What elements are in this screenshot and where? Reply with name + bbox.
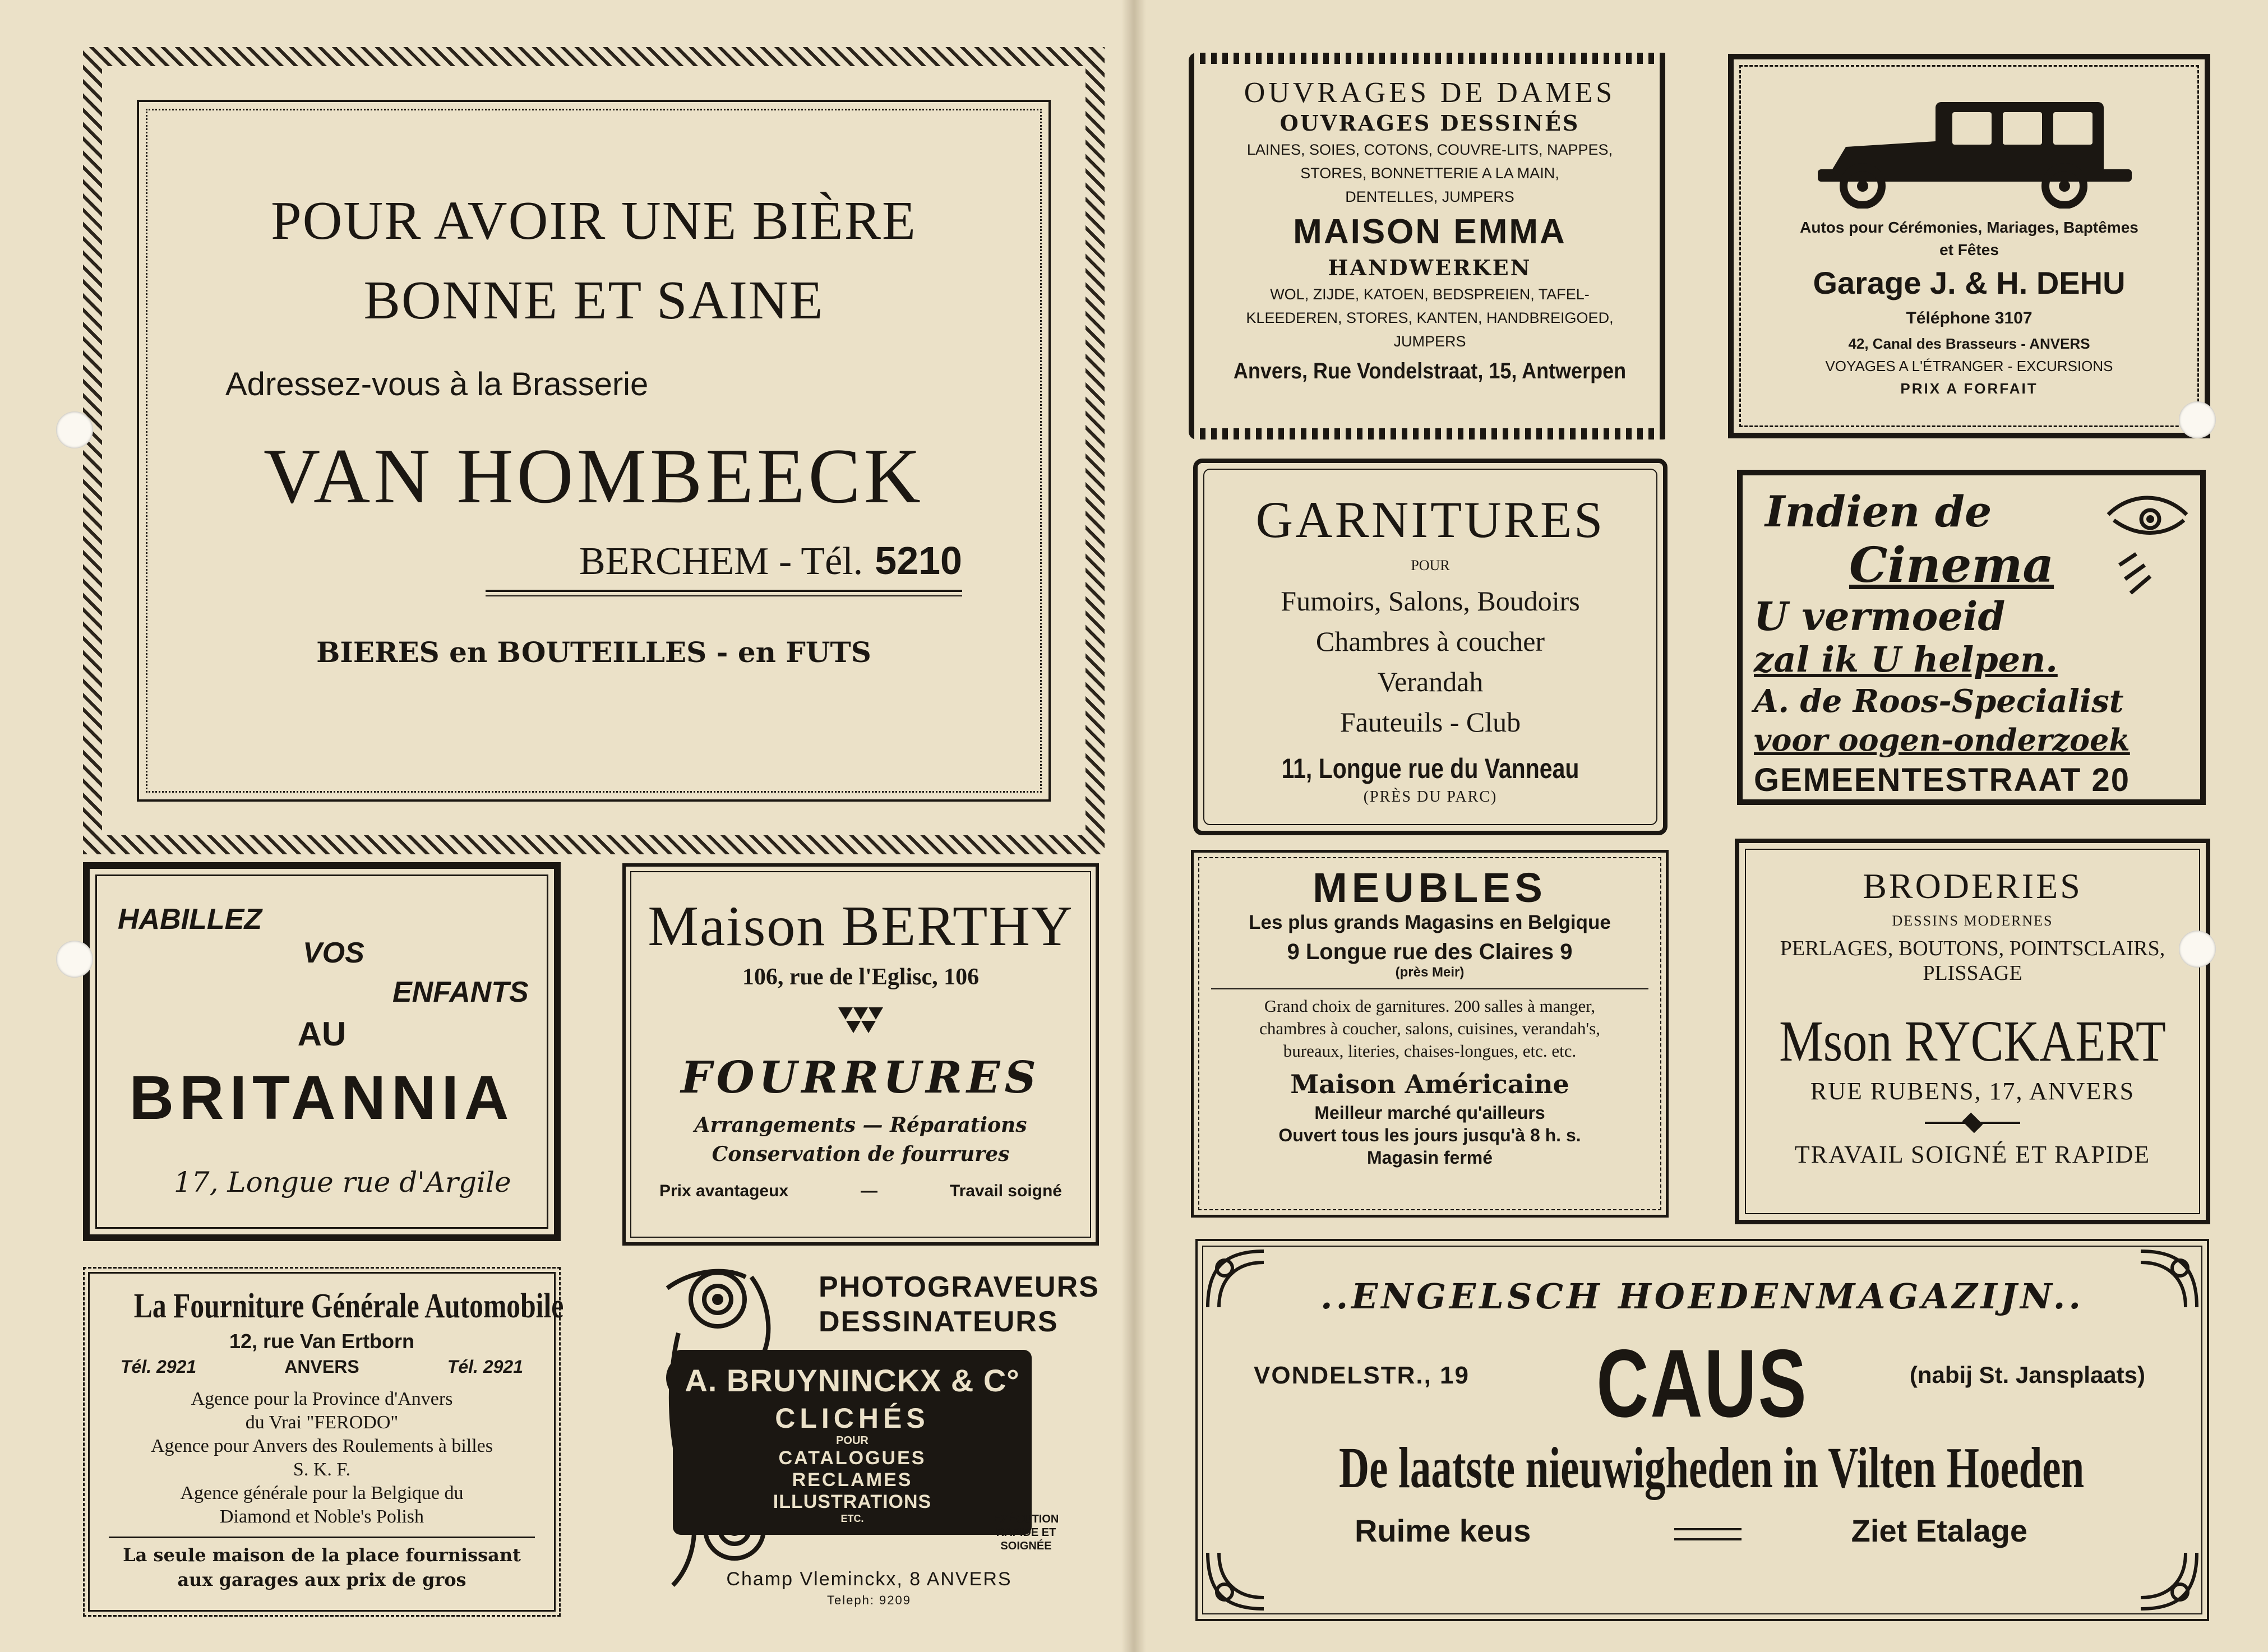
meubles-l9: Magasin fermé	[1366, 1147, 1493, 1168]
broderies-address: RUE RUBENS, 17, ANVERS	[1810, 1077, 2135, 1105]
garnitures-l3: Verandah	[1377, 666, 1484, 697]
meubles-l7: Meilleur marché qu'ailleurs	[1314, 1103, 1545, 1123]
emma-ad	[1189, 53, 1671, 439]
broderies-name: Mson RYCKAERT	[1779, 1009, 2166, 1073]
biere-brand: VAN HOMBEECK	[264, 433, 924, 520]
biere-underline	[486, 590, 962, 592]
meubles-l1: Les plus grands Magasins en Belgique	[1249, 911, 1611, 933]
punch-hole	[56, 411, 93, 448]
deroos-l4: zal ik U helpen.	[1754, 639, 2058, 680]
broderies-title: BRODERIES	[1863, 866, 2082, 906]
page-gutter	[1121, 0, 1146, 1652]
bruyninckx-head1: PHOTOGRAVEURS	[819, 1271, 1100, 1303]
fourniture-l6: Diamond et Noble's Polish	[219, 1506, 424, 1527]
bruyninckx-exec3: SOIGNÉE	[1000, 1540, 1052, 1552]
broderies-l2: PERLAGES, BOUTONS, POINTSCLAIRS,	[1780, 937, 2165, 960]
dehu-ad	[1728, 54, 2210, 438]
garnitures-title: GARNITURES	[1255, 491, 1605, 548]
bruyninckx-pour: POUR	[836, 1434, 869, 1447]
fourniture-address: 12, rue Van Ertborn	[229, 1330, 415, 1353]
fourniture-l3: Agence pour Anvers des Roulements à billes	[151, 1436, 493, 1456]
fourniture-tel-left: Tél. 2921	[121, 1357, 197, 1377]
emma-l5: DENTELLES, JUMPERS	[1345, 188, 1514, 205]
broderies-l3: PLISSAGE	[1923, 961, 2022, 985]
fourniture-b2: aux garages aux prix de gros	[177, 1569, 466, 1590]
garnitures-l2: Chambres à coucher	[1315, 626, 1545, 657]
emma-l7: WOL, ZIJDE, KATOEN, BEDSPREIEN, TAFEL-	[1270, 286, 1590, 303]
broderies-l1: DESSINS MODERNES	[1892, 913, 2053, 929]
britannia-name: BRITANNIA	[129, 1063, 515, 1132]
punch-hole	[2179, 401, 2216, 438]
deroos-l5: A. de Roos-Specialist	[1754, 683, 2124, 720]
britannia-line1: HABILLEZ	[118, 903, 262, 936]
meubles-l3: (près Meir)	[1395, 965, 1465, 980]
fourniture-b1: La seule maison de la place fournissant	[123, 1544, 521, 1566]
deroos-l1: Indien de	[1765, 487, 1992, 536]
broderies-ornament	[1925, 1119, 2020, 1127]
emma-l8: KLEEDEREN, STORES, KANTEN, HANDBREIGOED,	[1246, 309, 1614, 326]
fourniture-city: ANVERS	[284, 1357, 359, 1377]
bruyninckx-ad	[656, 1266, 1100, 1613]
deroos-ad	[1737, 470, 2206, 805]
bruyninckx-exec1: EXÉCUTION	[993, 1513, 1059, 1525]
bruyninckx-name: A. BRUYNINCKX & C°	[685, 1363, 1020, 1398]
caus-name: CAUS	[1596, 1330, 1808, 1437]
berthy-line1: Arrangements — Réparations	[694, 1113, 1027, 1137]
dehu-name: Garage J. & H. DEHU	[1813, 265, 2126, 300]
garnitures-address: 11, Longue rue du Vanneau	[1281, 753, 1579, 784]
meubles-l6: bureaux, literies, chaises-longues, etc. etc.	[1283, 1041, 1577, 1061]
berthy-address: 106, rue de l'Eglisc, 106	[742, 964, 980, 990]
biere-line1: POUR AVOIR UNE BIÈRE	[271, 191, 917, 251]
dehu-l2: et Fêtes	[1939, 241, 1999, 258]
caus-ad	[1195, 1239, 2209, 1621]
biere-line2: BONNE ET SAINE	[363, 270, 824, 331]
dehu-address: 42, Canal des Brasseurs - ANVERS	[1848, 335, 2090, 352]
bruyninckx-c3: ILLUSTRATIONS	[773, 1491, 932, 1512]
biere-ad	[83, 47, 1105, 854]
britannia-address: 17, Longue rue d'Argile	[174, 1166, 511, 1198]
bruyninckx-c1: CATALOGUES	[778, 1447, 926, 1469]
bruyninckx-head2: DESSINATEURS	[819, 1306, 1059, 1338]
berthy-name: Maison BERTHY	[648, 895, 1074, 958]
biere-footer: BIERES en BOUTEILLES - en FUTS	[316, 636, 871, 669]
emma-name: MAISON EMMA	[1293, 212, 1567, 251]
caus-title: ..ENGELSCH HOEDENMAGAZIJN..	[1320, 1276, 2084, 1317]
meubles-ad	[1191, 850, 1669, 1218]
garnitures-ad	[1193, 459, 1667, 835]
emma-l1: OUVRAGES DE DAMES	[1244, 77, 1616, 109]
bruyninckx-banner	[673, 1350, 1032, 1535]
fourniture-l2: du Vrai "FERODO"	[245, 1412, 399, 1433]
bruyninckx-exec2: RAPIDE ET	[996, 1526, 1056, 1539]
dehu-l1: Autos pour Cérémonies, Mariages, Baptêmes	[1800, 219, 2138, 236]
caus-bottom-right: Ziet Etalage	[1851, 1513, 2027, 1548]
britannia-line3: ENFANTS	[392, 976, 529, 1008]
deroos-l7: GEMEENTESTRAAT 20	[1754, 762, 2131, 798]
biere-underline-2	[486, 595, 962, 596]
garnitures-pour: POUR	[1411, 557, 1450, 573]
caus-bottom-rule	[1674, 1528, 1742, 1540]
broderies-footer: TRAVAIL SOIGNÉ ET RAPIDE	[1794, 1141, 2151, 1168]
bruyninckx-c2: RECLAMES	[792, 1469, 913, 1491]
britannia-ad	[83, 862, 561, 1241]
caus-bottom-left: Ruime keus	[1355, 1513, 1531, 1548]
deroos-l2: Cinema	[1849, 537, 2054, 594]
deroos-l6: voor oogen-onderzoek	[1754, 722, 2130, 758]
fourniture-tel-right: Tél. 2921	[447, 1357, 523, 1377]
fourniture-l1: Agence pour la Province d'Anvers	[191, 1389, 453, 1409]
emma-l4: STORES, BONNETTERIE A LA MAIN,	[1300, 165, 1559, 182]
emma-l2: OUVRAGES DESSINÉS	[1279, 110, 1580, 136]
meubles-title: MEUBLES	[1313, 864, 1547, 911]
corner-ornament-icon	[1202, 1246, 1269, 1313]
caus-slogan: De laatste nieuwigheden in Vilten Hoeden	[1339, 1436, 2085, 1500]
punch-hole	[56, 941, 93, 978]
bruyninckx-address: Champ Vleminckx, 8 ANVERS	[726, 1568, 1012, 1590]
dehu-tel: Téléphone 3107	[1906, 309, 2033, 327]
corner-ornament-icon	[2135, 1547, 2202, 1614]
berthy-right-note: Travail soigné	[949, 1182, 1062, 1200]
emma-address: Anvers, Rue Vondelstraat, 15, Antwerpen	[1233, 359, 1627, 383]
meubles-l2: 9 Longue rue des Claires 9	[1287, 940, 1573, 964]
emma-l6: HANDWERKEN	[1328, 255, 1532, 280]
fourniture-l4: S. K. F.	[293, 1459, 351, 1480]
fourniture-ad	[83, 1267, 564, 1617]
emma-l9: JUMPERS	[1393, 333, 1466, 350]
bruyninckx-etc: ETC.	[840, 1513, 864, 1524]
meubles-name: Maison Américaine	[1290, 1069, 1569, 1099]
corner-ornament-icon	[2135, 1246, 2202, 1313]
meubles-l8: Ouvert tous les jours jusqu'à 8 h. s.	[1278, 1125, 1581, 1145]
caus-left: VONDELSTR., 19	[1254, 1362, 1470, 1389]
bruyninckx-cliches: CLICHÉS	[775, 1403, 930, 1434]
biere-tel: 5210	[875, 539, 962, 582]
britannia-line2: VOS	[303, 937, 364, 969]
dehu-l4: PRIX A FORFAIT	[1900, 380, 2038, 397]
eye-icon	[2103, 481, 2192, 616]
berthy-left-note: Prix avantageux	[659, 1182, 789, 1200]
dehu-l3: VOYAGES A L'ÉTRANGER - EXCURSIONS	[1825, 358, 2113, 374]
broderies-ad	[1735, 839, 2210, 1224]
emma-l3: LAINES, SOIES, COTONS, COUVRE-LITS, NAPPES,	[1246, 141, 1613, 158]
berthy-line2: Conservation de fourrures	[712, 1142, 1010, 1166]
corner-ornament-icon	[1202, 1547, 1269, 1614]
meubles-l5: chambres à coucher, salons, cuisines, verandah's,	[1259, 1019, 1600, 1038]
berthy-title: FOURRURES	[681, 1052, 1041, 1103]
caus-right: (nabij St. Jansplaats)	[1909, 1362, 2145, 1388]
berthy-ad	[622, 863, 1099, 1246]
garnitures-l4: Fauteuils - Club	[1339, 706, 1521, 738]
fourniture-l5: Agence générale pour la Belgique du	[180, 1483, 464, 1503]
punch-hole	[2179, 931, 2216, 968]
bruyninckx-tel: Teleph: 9209	[827, 1593, 911, 1607]
biere-address-line: Adressez-vous à la Brasserie	[225, 366, 649, 402]
berthy-dash: —	[861, 1182, 878, 1200]
biere-city: BERCHEM - Tél.	[579, 540, 863, 583]
meubles-l4: Grand choix de garnitures. 200 salles à manger,	[1264, 996, 1596, 1016]
deroos-l3: U vermoeid	[1754, 593, 2006, 640]
fourniture-title: La Fourniture Générale Automobile	[133, 1287, 564, 1325]
britannia-au: AU	[297, 1015, 347, 1053]
garnitures-l1: Fumoirs, Salons, Boudoirs	[1281, 585, 1580, 617]
garnitures-near: (PRÈS DU PARC)	[1363, 788, 1498, 806]
